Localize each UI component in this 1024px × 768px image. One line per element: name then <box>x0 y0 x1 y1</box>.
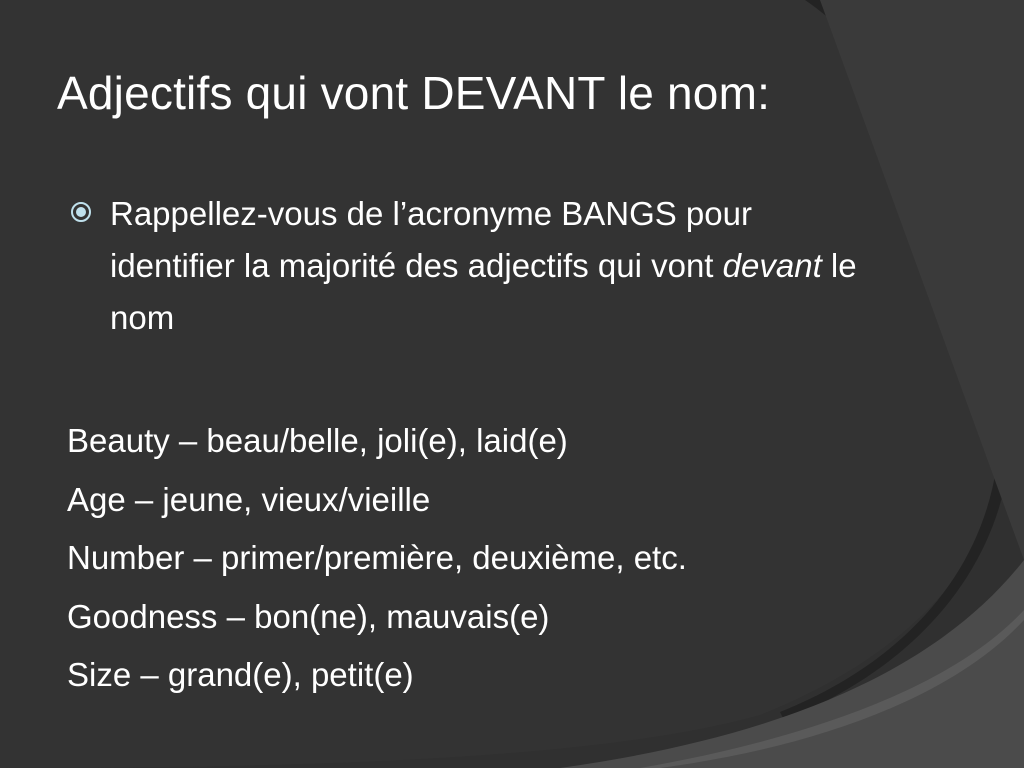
slide-title: Adjectifs qui vont DEVANT le nom: <box>57 67 771 119</box>
bangs-list <box>67 412 687 705</box>
list-item-age: Age – jeune, vieux/vieille <box>67 480 431 518</box>
list-item-beauty: Beauty – beau/belle, joli(e), laid(e) <box>67 422 568 459</box>
bullet-point <box>70 188 870 344</box>
target-circle-icon <box>70 201 92 223</box>
list-item-number: Number – primer/première, deuxième, etc. <box>67 539 687 576</box>
list-item-size: Size – grand(e), petit(e) <box>67 656 414 693</box>
bullet-text <box>110 188 870 344</box>
bullet-text-start: Rappellez-vous de l’acronyme BANGS pour identifier la majorité des adjectifs qui vont <box>110 195 752 284</box>
bullet-text-emphasis: devant <box>722 247 822 284</box>
bullet-text-end: le nom <box>110 247 857 336</box>
list-item-goodness: Goodness – bon(ne), mauvais(e) <box>67 597 550 635</box>
